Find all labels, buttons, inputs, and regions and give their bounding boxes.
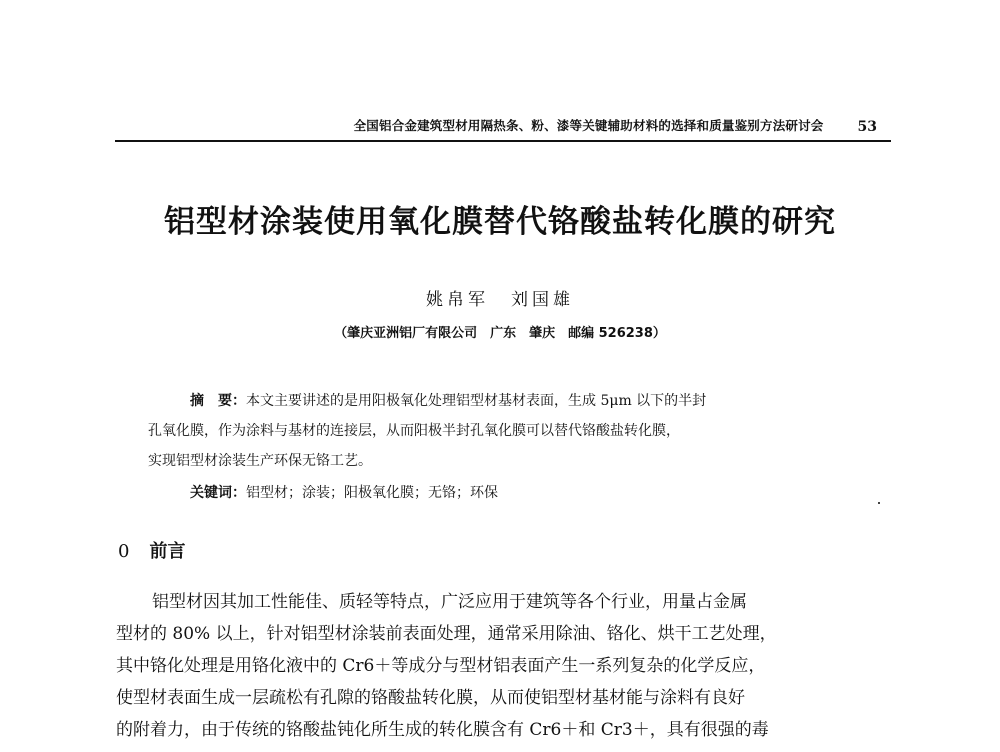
section-number: 0 bbox=[118, 541, 130, 562]
author-name: 姚帛军 bbox=[426, 290, 489, 310]
abstract-text: 本文主要讲述的是用阳极氧化处理铝型材基材表面，生成 5μm 以下的半封 bbox=[246, 393, 707, 409]
keywords bbox=[190, 482, 498, 502]
paragraph-line: 铝型材因其加工性能佳、质轻等特点，广泛应用于建筑等各个行业，用量占金属 bbox=[152, 592, 747, 612]
paragraph-line: 其中铬化处理是用铬化液中的 Cr6＋等成分与型材铝表面产生一系列复杂的化学反应， bbox=[116, 656, 766, 676]
abstract-label: 摘 要： bbox=[190, 393, 246, 409]
running-header bbox=[115, 114, 891, 142]
affiliation: （肇庆亚洲铝厂有限公司 广东 肇庆 邮编 526238） bbox=[334, 326, 666, 341]
abstract-line: 孔氧化膜，作为涂料与基材的连接层，从而阳极半封孔氧化膜可以替代铬酸盐转化膜， bbox=[148, 423, 680, 439]
paragraph-line: 使型材表面生成一层疏松有孔隙的铬酸盐转化膜，从而使铝型材基材能与涂料有良好 bbox=[116, 688, 745, 708]
paper-title: 铝型材涂装使用氧化膜替代铬酸盐转化膜的研究 bbox=[164, 204, 836, 240]
section-heading bbox=[118, 537, 185, 563]
keywords-label: 关键词： bbox=[190, 485, 246, 501]
page-number: 53 bbox=[857, 119, 877, 135]
running-header-title: 全国铝合金建筑型材用隔热条、粉、漆等关键辅助材料的选择和质量鉴别方法研讨会 bbox=[353, 118, 824, 133]
scan-speck bbox=[878, 502, 880, 504]
abstract-line bbox=[148, 386, 868, 416]
paragraph-line: 型材的 80% 以上，针对铝型材涂装前表面处理，通常采用除油、铬化、烘干工艺处理， bbox=[116, 624, 777, 644]
abstract bbox=[148, 386, 868, 476]
abstract-line: 实现铝型材涂装生产环保无铬工艺。 bbox=[148, 453, 372, 469]
author-name: 刘国雄 bbox=[511, 290, 574, 310]
body-text bbox=[116, 586, 896, 746]
author-list bbox=[0, 285, 1000, 310]
section-title: 前言 bbox=[149, 541, 186, 562]
keywords-text: 铝型材；涂装；阳极氧化膜；无铬；环保 bbox=[246, 485, 498, 501]
paragraph-line: 的附着力，由于传统的铬酸盐钝化所生成的转化膜含有 Cr6＋和 Cr3＋，具有很强的毒 bbox=[116, 720, 769, 740]
